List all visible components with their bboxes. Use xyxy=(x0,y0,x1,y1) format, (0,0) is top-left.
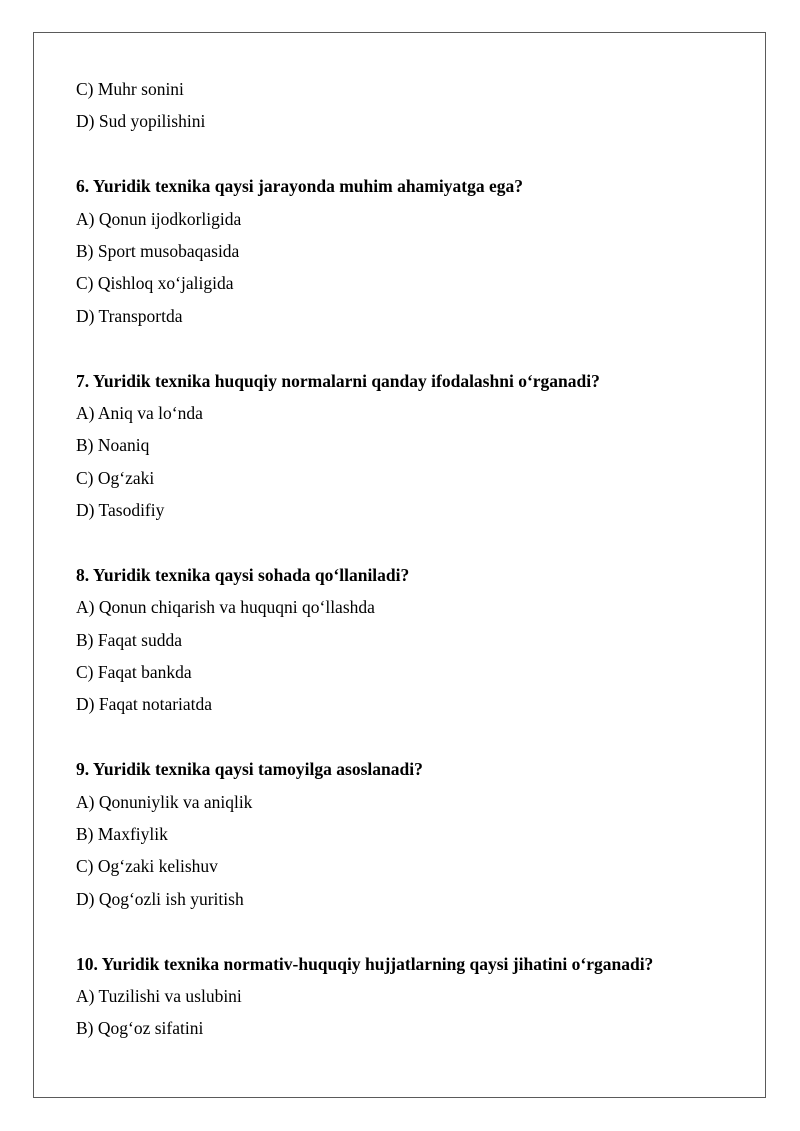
option-text: A) Qonuniylik va aniqlik xyxy=(76,791,253,812)
question-block-9 xyxy=(76,753,756,915)
option-text: A) Aniq va lo‘nda xyxy=(76,402,203,423)
option-text: D) Qog‘ozli ish yuritish xyxy=(76,888,244,909)
option-text: C) Og‘zaki xyxy=(76,467,155,488)
question-block-10 xyxy=(76,948,756,1045)
option-text: D) Tasodifiy xyxy=(76,500,165,521)
option-text: B) Maxfiylik xyxy=(76,823,168,844)
question-block-8 xyxy=(76,559,756,721)
question-title: 8. Yuridik texnika qaysi sohada qo‘llaniladi? xyxy=(76,564,410,585)
question-block-7 xyxy=(76,365,756,527)
question-title: 7. Yuridik texnika huquqiy normalarni qanday ifodalashni o‘rganadi? xyxy=(76,370,600,391)
option-text: A) Qonun ijodkorligida xyxy=(76,208,242,229)
option-text: C) Faqat bankda xyxy=(76,662,192,683)
option-text: A) Qonun chiqarish va huquqni qo‘llashda xyxy=(76,597,375,618)
option-text: B) Qog‘oz sifatini xyxy=(76,1018,204,1039)
option-text: C) Og‘zaki kelishuv xyxy=(76,856,218,877)
question-block-6 xyxy=(76,170,756,332)
question-title: 10. Yuridik texnika normativ-huquqiy hujjatlarning qaysi jihatini o‘rganadi? xyxy=(76,953,654,974)
option-text: B) Noaniq xyxy=(76,435,150,456)
question-title: 6. Yuridik texnika qaysi jarayonda muhim ahamiyatga ega? xyxy=(76,176,523,197)
option-text: D) Sud yopilishini xyxy=(76,111,206,132)
document-body xyxy=(76,73,756,1045)
option-text: A) Tuzilishi va uslubini xyxy=(76,985,242,1006)
option-text: B) Faqat sudda xyxy=(76,629,182,650)
question-title: 9. Yuridik texnika qaysi tamoyilga asoslanadi? xyxy=(76,759,423,780)
option-text: C) Qishloq xo‘jaligida xyxy=(76,273,234,294)
option-text: B) Sport musobaqasida xyxy=(76,240,240,261)
option-text: D) Transportda xyxy=(76,305,183,326)
option-text: C) Muhr sonini xyxy=(76,79,184,99)
option-text: D) Faqat notariatda xyxy=(76,694,213,715)
